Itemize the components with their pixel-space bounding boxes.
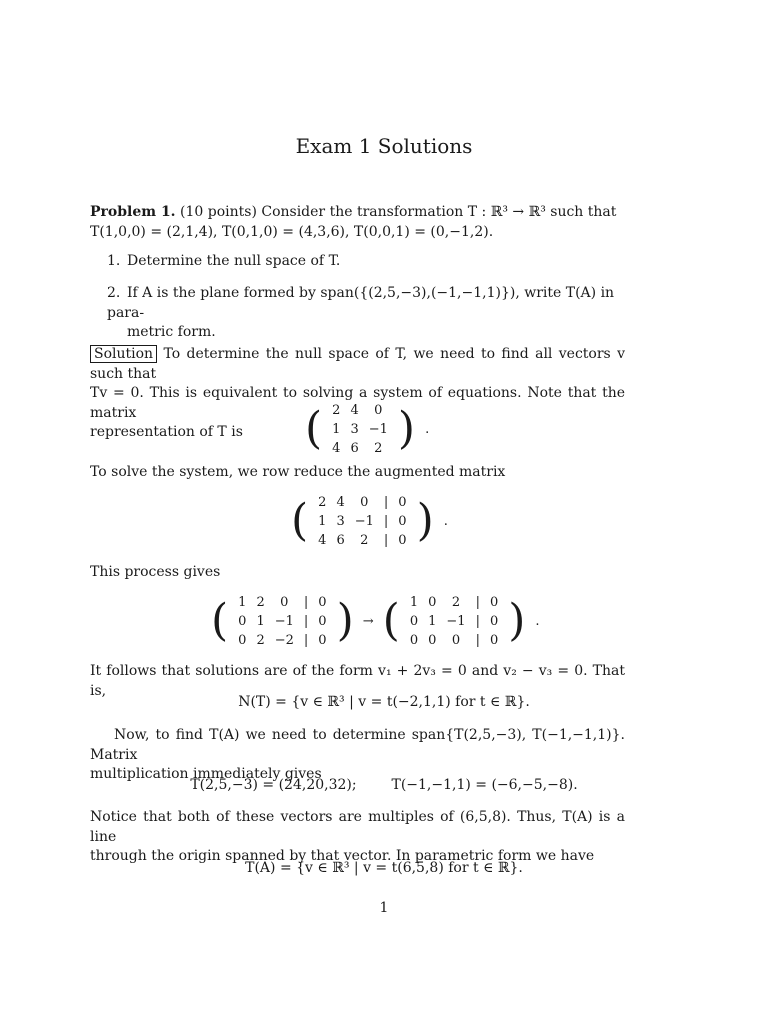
left-paren: ( bbox=[211, 595, 229, 646]
matrix-cell: 4 bbox=[336, 494, 345, 510]
matrix-T-body bbox=[327, 401, 393, 458]
arrow-icon: → bbox=[362, 613, 374, 629]
solution-label-box: Solution bbox=[90, 345, 157, 363]
matrix-cell: 0 bbox=[398, 494, 407, 510]
matrix-cell: 1 bbox=[318, 513, 327, 529]
matrix-cell: 2 bbox=[360, 532, 369, 548]
matrix-period: . bbox=[535, 613, 540, 629]
matrix-cell: | bbox=[475, 594, 480, 610]
matrix-cell: 0 bbox=[318, 594, 327, 610]
matrix-row bbox=[233, 631, 331, 650]
matrix-cell: 0 bbox=[489, 632, 499, 648]
matrix-row bbox=[327, 401, 393, 420]
matrix-cell: 0 bbox=[489, 613, 499, 629]
matrix-cell: 1 bbox=[256, 613, 265, 629]
matrix-cell: −1 bbox=[368, 421, 388, 437]
matrix-row bbox=[327, 439, 393, 458]
matrix-cell: 0 bbox=[398, 513, 407, 529]
list-item-number: 1. bbox=[107, 253, 121, 269]
matrix-cell: 4 bbox=[332, 440, 341, 456]
follows-text: It follows that solutions are of the form v₁ + 2v₃ = 0 and v₂ − v₃ = 0. That is, bbox=[90, 663, 625, 699]
equation-b: T(−1,−1,1) = (−6,−5,−8). bbox=[391, 777, 578, 793]
right-paren: ) bbox=[416, 495, 434, 546]
matrix-cell: −1 bbox=[354, 513, 374, 529]
solution-line-3: representation of T is bbox=[90, 424, 243, 440]
equation-a: T(2,5,−3) = (24,20,32); bbox=[190, 777, 357, 793]
multiplication-results bbox=[0, 776, 768, 796]
matrix-cell: 3 bbox=[336, 513, 345, 529]
matrix-cell: 0 bbox=[360, 494, 369, 510]
row-reduction-steps bbox=[206, 592, 545, 650]
list-item-text-continued: metric form. bbox=[127, 324, 216, 340]
matrix-cell: 0 bbox=[451, 632, 461, 648]
process-text: This process gives bbox=[90, 564, 221, 580]
list-item-text: If A is the plane formed by span({(2,5,−3),(−1,−1,1)}), write T(A) in para- bbox=[107, 285, 615, 321]
matrix-cell: 0 bbox=[318, 632, 327, 648]
solution-p2-line-1: Now, to find T(A) we need to determine span{T(2,5,−3), T(−1,−1,1)}. Matrix bbox=[90, 727, 625, 763]
left-paren: ( bbox=[305, 403, 323, 454]
matrix-row bbox=[233, 593, 331, 612]
matrix-cell: 0 bbox=[428, 632, 437, 648]
matrix-cell: | bbox=[303, 632, 309, 648]
matrix-cell: | bbox=[383, 494, 389, 510]
matrix-cell: 6 bbox=[336, 532, 345, 548]
matrix-period: . bbox=[425, 421, 430, 437]
matrix-cell: | bbox=[383, 513, 389, 529]
matrix-cell: 6 bbox=[350, 440, 359, 456]
matrix-cell: | bbox=[303, 594, 309, 610]
matrix-cell: | bbox=[303, 613, 309, 629]
matrix-T bbox=[300, 400, 434, 458]
matrix-cell: 2 bbox=[256, 632, 265, 648]
page-number: 1 bbox=[379, 900, 389, 916]
matrix-cell: 1 bbox=[238, 594, 247, 610]
matrix-cell: 2 bbox=[332, 402, 341, 418]
matrix-cell: 4 bbox=[350, 402, 359, 418]
matrix-cell: −1 bbox=[446, 613, 466, 629]
step-1-matrix bbox=[233, 593, 331, 650]
page-title: Exam 1 Solutions bbox=[295, 134, 473, 158]
matrix-row bbox=[313, 512, 411, 531]
solution-line-1: To determine the null space of T, we need to find all vectors v such that bbox=[90, 346, 625, 382]
augmented-matrix bbox=[286, 492, 453, 550]
step-2-matrix bbox=[405, 593, 503, 650]
problem-statement bbox=[90, 203, 625, 242]
matrix-cell: | bbox=[475, 613, 480, 629]
matrix-cell: 2 bbox=[451, 594, 461, 610]
matrix-cell: 0 bbox=[409, 613, 419, 629]
matrix-period: . bbox=[443, 513, 448, 529]
matrix-cell: 0 bbox=[489, 594, 499, 610]
matrix-cell: | bbox=[383, 532, 389, 548]
matrix-cell: 3 bbox=[350, 421, 359, 437]
problem-statement-line-1: Consider the transformation T : ℝ³ → ℝ³ such that bbox=[261, 204, 617, 220]
matrix-cell: 2 bbox=[256, 594, 265, 610]
right-paren: ) bbox=[397, 403, 416, 454]
matrix-row bbox=[405, 593, 503, 612]
list-item bbox=[107, 252, 625, 272]
solution-p3-line-1: Notice that both of these vectors are multiples of (6,5,8). Thus, T(A) is a line bbox=[90, 809, 625, 845]
matrix-row bbox=[233, 612, 331, 631]
solution-p2-line-2: multiplication immediately gives bbox=[90, 766, 322, 782]
matrix-cell: 0 bbox=[238, 632, 247, 648]
list-item-number: 2. bbox=[107, 285, 121, 301]
solution-line-2: Tv = 0. This is equivalent to solving a system of equations. Note that the matrix bbox=[90, 385, 625, 421]
problem-statement-line-2: T(1,0,0) = (2,1,4), T(0,1,0) = (4,3,6), T(0,0,1) = (0,−1,2). bbox=[90, 223, 494, 240]
matrix-cell: 0 bbox=[280, 594, 289, 610]
augmented-matrix-body bbox=[313, 493, 411, 550]
nullspace-equation: N(T) = {v ∈ ℝ³ | v = t(−2,1,1) for t ∈ ℝ}. bbox=[238, 694, 530, 710]
matrix-row bbox=[313, 493, 411, 512]
matrix-cell: 4 bbox=[318, 532, 327, 548]
matrix-cell: 0 bbox=[318, 613, 327, 629]
list-item bbox=[107, 284, 625, 343]
matrix-cell: 1 bbox=[428, 613, 437, 629]
matrix-cell: 0 bbox=[428, 594, 437, 610]
matrix-row bbox=[313, 531, 411, 550]
right-paren: ) bbox=[508, 595, 526, 646]
right-paren: ) bbox=[336, 595, 354, 646]
matrix-row bbox=[327, 420, 393, 439]
matrix-cell: 1 bbox=[409, 594, 419, 610]
matrix-cell: −1 bbox=[274, 613, 294, 629]
matrix-cell: 2 bbox=[374, 440, 383, 456]
matrix-cell: 0 bbox=[238, 613, 247, 629]
solution-paragraph-3 bbox=[90, 808, 625, 867]
problem-points: (10 points) bbox=[180, 204, 257, 220]
matrix-cell: 0 bbox=[374, 402, 383, 418]
final-equation: T(A) = {v ∈ ℝ³ | v = t(6,5,8) for t ∈ ℝ}. bbox=[245, 860, 523, 876]
left-paren: ( bbox=[382, 595, 400, 646]
matrix-cell: | bbox=[475, 632, 480, 648]
problem-label: Problem 1. bbox=[90, 204, 176, 220]
solution-p3-line-2: through the origin spanned by that vector. In parametric form we have bbox=[90, 848, 595, 864]
matrix-cell: 0 bbox=[409, 632, 419, 648]
matrix-cell: 0 bbox=[398, 532, 407, 548]
matrix-row bbox=[405, 631, 503, 650]
row-reduce-text: To solve the system, we row reduce the augmented matrix bbox=[90, 464, 506, 480]
matrix-cell: 1 bbox=[332, 421, 341, 437]
matrix-cell: −2 bbox=[274, 632, 294, 648]
matrix-row bbox=[405, 612, 503, 631]
left-paren: ( bbox=[291, 495, 309, 546]
matrix-cell: 2 bbox=[318, 494, 327, 510]
list-item-text: Determine the null space of T. bbox=[127, 253, 341, 269]
